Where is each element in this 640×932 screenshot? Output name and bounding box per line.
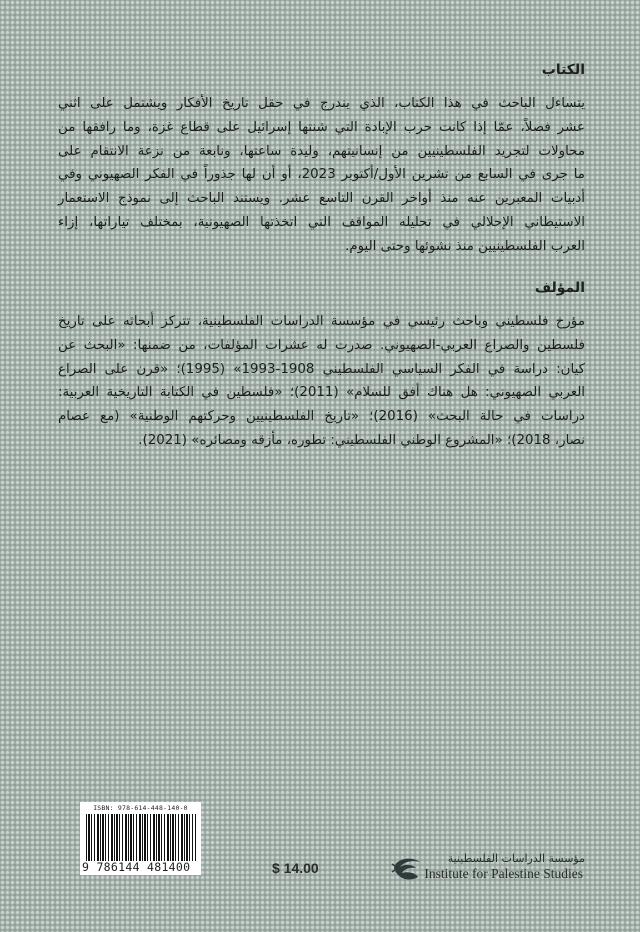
- text-line: نصار، 2018)؛ «المشروع الوطني الفلسطيني: تطوره، مأزقه ومصائره» (2021).: [138, 432, 585, 448]
- book-section: [58, 62, 585, 259]
- text-line: ما جرى في السابع من تشرين الأول/أكتوبر 2023، أو أن لها جذوراً في الفكر الصهيوني وفي: [58, 167, 585, 183]
- author-bio: [58, 310, 585, 453]
- book-heading: الكتاب: [541, 62, 585, 78]
- text-line: الاستيطاني الإحلالي في تحليله المواقف التي اتخذتها الصهيونية، بمختلف تياراتها، إزاء: [58, 214, 585, 230]
- text-line: العربي الصهيوني: هل هناك أفق للسلام» (2011)؛ «فلسطين في الكتابة التاريخية العربية:: [58, 385, 585, 401]
- barcode-bars: [86, 814, 196, 861]
- text-line: العرب الفلسطينيين منذ نشوئها وحتى اليوم.: [345, 238, 585, 254]
- text-line: عشر فصلاً، عمّا إذا كانت حرب الإبادة التي شنتها إسرائيل على قطاع غزة، وما رافقها من: [58, 119, 585, 135]
- text-line: كيان: دراسة في الفكر السياسي الفلسطيني 1908-1993» (1995)؛ «قرن على الصراع: [58, 361, 585, 377]
- isbn-label: ISBN: 978-614-448-140-0: [93, 804, 188, 812]
- barcode-digits: 9 786144 481400: [82, 860, 191, 874]
- author-section: [58, 280, 585, 453]
- isbn-barcode: [80, 802, 201, 875]
- text-line: فلسطين والصراع العربي-الصهيوني. صدرت له عشرات المؤلفات، من ضمنها: «البحث عن: [58, 337, 585, 353]
- price: $ 14.00: [272, 860, 319, 876]
- publisher-name-ar: مؤسسة الدراسات الفلسطينية: [447, 852, 585, 865]
- text-line: مؤرخ فلسطيني وباحث رئيسي في مؤسسة الدراسات الفلسطينية، تتركز أبحاثه على تاريخ: [58, 314, 585, 329]
- publisher-logo: [390, 852, 585, 884]
- text-line: يتساءل الباحث في هذا الكتاب، الذي يندرج في حقل تاريخ الأفكار ويشتمل على اثني: [58, 96, 585, 111]
- text-line: دراسات في حالة البحث» (2016)؛ «تاريخ الفلسطينيين وحركتهم الوطنية» (مع عصام: [58, 409, 585, 425]
- publisher-name-en: Institute for Palestine Studies: [424, 866, 583, 881]
- book-description: [58, 92, 585, 259]
- text-line: محاولات لتجريد الفلسطينيين من إنسانيتهم، وليدة ساعتها، ونابعة من نزعة الانتقام على: [58, 143, 585, 159]
- text-line: أدبيات المعبرين عنه منذ أواخر القرن التاسع عشر. ويستند الباحث إلى نموذج الاستعمار: [58, 191, 585, 207]
- publisher-emblem-icon: [390, 852, 424, 884]
- author-heading: المؤلف: [534, 280, 585, 296]
